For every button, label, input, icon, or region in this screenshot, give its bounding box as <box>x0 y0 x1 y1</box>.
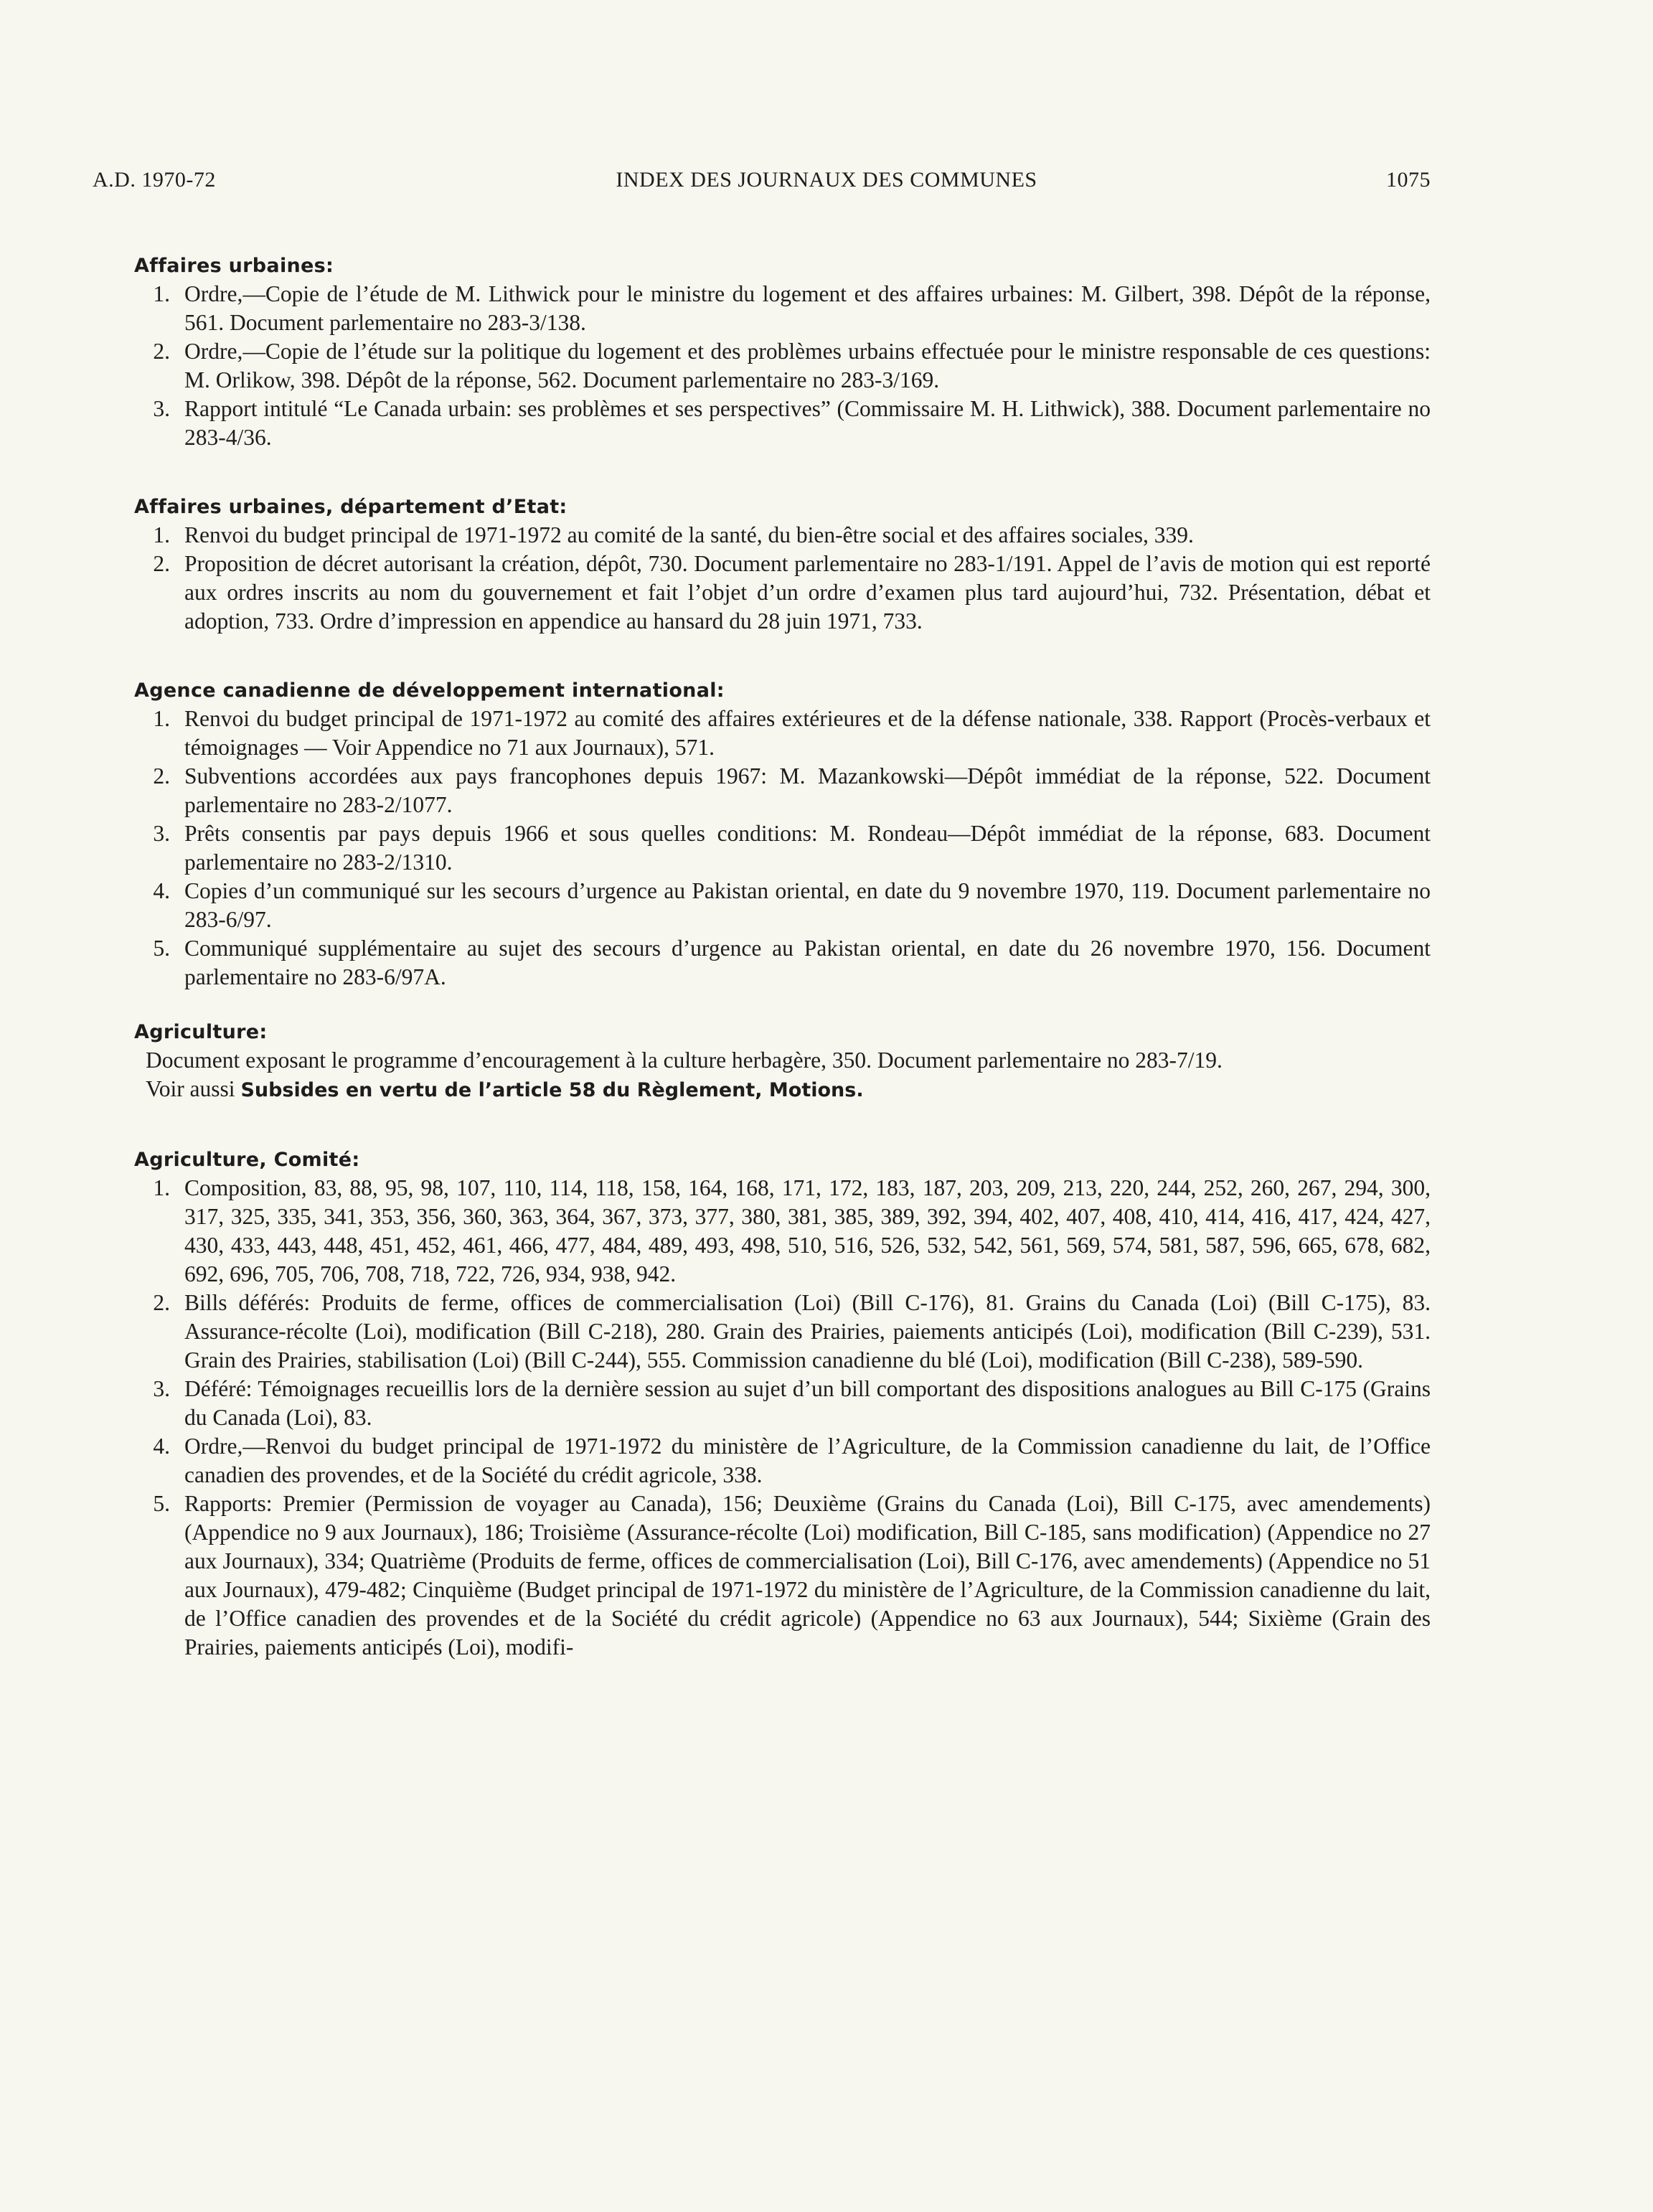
page-number: 1075 <box>1386 168 1431 192</box>
index-content <box>134 253 1431 1703</box>
list-item <box>134 1432 1431 1489</box>
running-header-date: A.D. 1970-72 <box>93 168 216 192</box>
item-text: Bills déférés: Produits de ferme, offices de commercialisation (Loi) (Bill C-176), 81. Grains du Canada (Loi) (Bill C-175), 83. Assurance-récolte (Loi), modification (Bill C-218), 280. Grain des Prairies, paiements anticipés (Loi), modification (Bill C-239), 531. Grain des Prairies, stabilisation (Loi) (Bill C-244), 555. Commission canadienne du blé (Loi), modification (Bill C-238), 589-590. <box>184 1290 1431 1373</box>
item-text: Ordre,—Copie de l’étude sur la politique du logement et des problèmes urbains effectuée pour le ministre responsable de ces questions: M. Orlikow, 398. Dépôt de la réponse, 562. Document parlementaire no 283-3/169. <box>184 339 1431 392</box>
item-text: Rapports: Premier (Permission de voyager au Canada), 156; Deuxième (Grains du Canada (Loi), Bill C-175, avec amendements) (Appendice no 9 aux Journaux), 186; Troisième (Assurance-récolte (Loi) modification, Bill C-185, sans modification) (Appendice no 27 aux Journaux), 334; Quatrième (Produits de ferme, offices de commercialisation (Loi), Bill C-176, avec amendements) (Appendice no 51 aux Journaux), 479-482; Cinquième (Budget principal de 1971-1972 du ministère de l’Agriculture, de la Commission canadienne du lait, de l’Office canadien des provendes et de la Société du crédit agricole) (Appendice no 63 aux Journaux), 544; Sixième (Grain des Prairies, paiements anticipés (Loi), modifi- <box>184 1491 1431 1660</box>
item-number: 1. <box>153 522 170 547</box>
item-number: 3. <box>153 821 170 846</box>
item-text: Subventions accordées aux pays francophones depuis 1967: M. Mazankowski—Dépôt immédiat de la réponse, 522. Document parlementaire no 283-2/1077. <box>184 763 1431 817</box>
item-number: 3. <box>153 1376 170 1401</box>
item-text: Composition, 83, 88, 95, 98, 107, 110, 114, 118, 158, 164, 168, 171, 172, 183, 187, 203, 209, 213, 220, 244, 252, 260, 267, 294, 300, 317, 325, 335, 341, 353, 356, 360, 363, 364, 367, 373, 377, 380, 381, 385, 389, 392, 394, 402, 407, 408, 410, 414, 416, 417, 424, 427, 430, 433, 443, 448, 451, 452, 461, 466, 477, 484, 489, 493, 498, 510, 516, 526, 532, 542, 561, 569, 574, 581, 587, 596, 665, 678, 682, 692, 696, 705, 706, 708, 718, 722, 726, 934, 938, 942. <box>184 1175 1431 1286</box>
entry-heading: Affaires urbaines, département d’Etat: <box>134 496 568 518</box>
item-text: Communiqué supplémentaire au sujet des secours d’urgence au Pakistan oriental, en date du 26 novembre 1970, 156. Document parlementaire no 283-6/97A. <box>184 936 1431 989</box>
entry-heading: Affaires urbaines: <box>134 255 334 277</box>
list-item <box>134 395 1431 452</box>
list-item <box>134 280 1431 337</box>
index-entry-agriculture <box>134 1019 1431 1105</box>
item-number: 2. <box>153 551 170 576</box>
see-also-target: Subsides en vertu de l’article 58 du Règlement, Motions. <box>240 1079 864 1101</box>
entry-heading: Agriculture, Comité: <box>134 1149 360 1171</box>
entry-paragraph: Document exposant le programme d’encouragement à la culture herbagère, 350. Document parlementaire no 283-7/19. <box>146 1048 1223 1073</box>
item-text: Ordre,—Copie de l’étude de M. Lithwick pour le ministre du logement et des affaires urbaines: M. Gilbert, 398. Dépôt de la réponse, 561. Document parlementaire no 283-3/138. <box>184 281 1431 335</box>
index-entry-agence-canadienne <box>134 677 1431 992</box>
list-item <box>134 521 1431 550</box>
list-item <box>134 934 1431 992</box>
item-text: Copies d’un communiqué sur les secours d’urgence au Pakistan oriental, en date du 9 novembre 1970, 119. Document parlementaire no 283-6/97. <box>184 878 1431 932</box>
list-item <box>134 1289 1431 1375</box>
item-text: Rapport intitulé “Le Canada urbain: ses problèmes et ses perspectives” (Commissaire M. H. Lithwick), 388. Document parlementaire no 283-4/36. <box>184 396 1431 450</box>
item-number: 2. <box>153 1290 170 1315</box>
item-text: Renvoi du budget principal de 1971-1972 au comité de la santé, du bien-être social et des affaires sociales, 339. <box>184 522 1194 547</box>
list-item <box>134 550 1431 636</box>
item-number: 1. <box>153 1175 170 1200</box>
index-entry-affaires-urbaines-departement <box>134 494 1431 636</box>
list-item <box>134 1174 1431 1289</box>
item-number: 5. <box>153 1491 170 1516</box>
item-number: 4. <box>153 1434 170 1459</box>
item-number: 3. <box>153 396 170 421</box>
index-entry-agriculture-comite <box>134 1147 1431 1662</box>
item-text: Ordre,—Renvoi du budget principal de 1971-1972 du ministère de l’Agriculture, de la Commission canadienne du lait, de l’Office canadien des provendes, et de la Société du crédit agricole, 338. <box>184 1434 1431 1487</box>
item-number: 2. <box>153 763 170 789</box>
item-text: Renvoi du budget principal de 1971-1972 au comité des affaires extérieures et de la défense nationale, 338. Rapport (Procès-verbaux et témoignages — Voir Appendice no 71 aux Journaux), 571. <box>184 706 1431 760</box>
see-also-reference <box>134 1075 1431 1105</box>
item-text: Déféré: Témoignages recueillis lors de la dernière session au sujet d’un bill comportant des dispositions analogues au Bill C-175 (Grains du Canada (Loi), 83. <box>184 1376 1431 1430</box>
item-text: Prêts consentis par pays depuis 1966 et sous quelles conditions: M. Rondeau—Dépôt immédiat de la réponse, 683. Document parlementaire no 283-2/1310. <box>184 821 1431 875</box>
item-text: Proposition de décret autorisant la création, dépôt, 730. Document parlementaire no 283-1/191. Appel de l’avis de motion qui est reporté aux ordres inscrits au nom du gouvernement et fait l’objet d’un ordre d’examen plus tard aujourd’hui, 732. Présentation, débat et adoption, 733. Ordre d’impression en appendice au hansard du 28 juin 1971, 733. <box>184 551 1431 634</box>
item-number: 1. <box>153 281 170 306</box>
list-item <box>134 819 1431 877</box>
item-number: 1. <box>153 706 170 731</box>
entry-heading: Agence canadienne de développement international: <box>134 679 725 702</box>
item-number: 2. <box>153 339 170 364</box>
see-also-prefix: Voir aussi <box>146 1076 241 1101</box>
index-entry-affaires-urbaines <box>134 253 1431 452</box>
item-number: 5. <box>153 936 170 961</box>
list-item <box>134 337 1431 395</box>
list-item <box>134 1375 1431 1432</box>
running-header-title: INDEX DES JOURNAUX DES COMMUNES <box>616 168 1037 192</box>
item-number: 4. <box>153 878 170 903</box>
list-item <box>134 762 1431 819</box>
list-item <box>134 1489 1431 1662</box>
entry-heading: Agriculture: <box>134 1021 268 1043</box>
list-item <box>134 877 1431 934</box>
list-item <box>134 705 1431 762</box>
